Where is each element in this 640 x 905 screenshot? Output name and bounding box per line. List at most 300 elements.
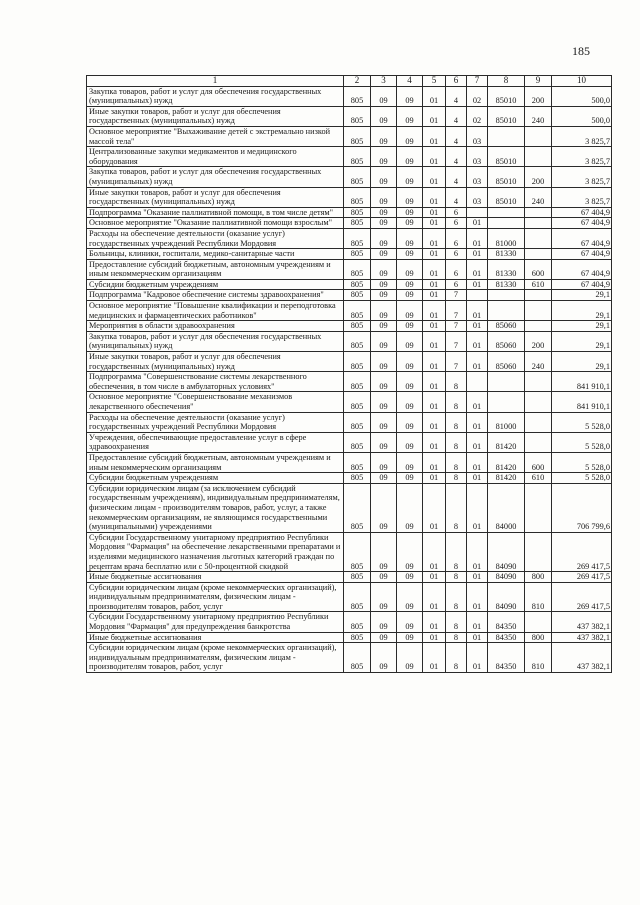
- page-number: 185: [572, 44, 590, 58]
- event-code: 02: [467, 86, 488, 106]
- amount: 437 382,1: [552, 643, 612, 673]
- ministry-code: 805: [344, 532, 371, 571]
- subsection-code: 09: [397, 483, 423, 532]
- subsection-code: 09: [397, 207, 423, 218]
- row-name: Учреждения, обеспечивающие предоставление услуг в сфере здравоохранения: [87, 432, 344, 452]
- event-code: 01: [467, 483, 488, 532]
- amount: 29,1: [552, 331, 612, 351]
- direction-code: 85060: [488, 331, 525, 351]
- row-name: Подпрограмма "Оказание паллиативной помощи, в том числе детям": [87, 207, 344, 218]
- section-code: 09: [371, 412, 397, 432]
- section-code: 09: [371, 259, 397, 279]
- ministry-code: 805: [344, 632, 371, 643]
- table-row: [87, 147, 612, 167]
- amount: 5 528,0: [552, 432, 612, 452]
- table-row: [87, 167, 612, 187]
- table-row: [87, 412, 612, 432]
- ministry-code: 805: [344, 147, 371, 167]
- expense-type-code: 800: [525, 632, 552, 643]
- subsection-code: 09: [397, 126, 423, 146]
- expense-type-code: [525, 218, 552, 229]
- ministry-code: 805: [344, 279, 371, 290]
- amount: 67 404,9: [552, 228, 612, 248]
- budget-table: [86, 75, 612, 673]
- section-code: 09: [371, 612, 397, 632]
- section-code: 09: [371, 187, 397, 207]
- expense-type-code: 610: [525, 473, 552, 484]
- subprogram-code: 4: [446, 187, 467, 207]
- program-code: 01: [423, 207, 446, 218]
- subsection-code: 09: [397, 392, 423, 412]
- expense-type-code: 240: [525, 106, 552, 126]
- row-name: Иные бюджетные ассигнования: [87, 572, 344, 583]
- section-code: 09: [371, 279, 397, 290]
- subprogram-code: 8: [446, 643, 467, 673]
- table-row: [87, 612, 612, 632]
- direction-code: 84350: [488, 632, 525, 643]
- program-code: 01: [423, 582, 446, 612]
- expense-type-code: 810: [525, 643, 552, 673]
- section-code: 09: [371, 473, 397, 484]
- subsection-code: 09: [397, 187, 423, 207]
- subsection-code: 09: [397, 582, 423, 612]
- subsection-code: 09: [397, 218, 423, 229]
- event-code: 01: [467, 612, 488, 632]
- subsection-code: 09: [397, 167, 423, 187]
- section-code: 09: [371, 432, 397, 452]
- amount: 3 825,7: [552, 126, 612, 146]
- event-code: 01: [467, 632, 488, 643]
- program-code: 01: [423, 106, 446, 126]
- event-code: 01: [467, 412, 488, 432]
- subsection-code: 09: [397, 249, 423, 260]
- subprogram-code: 4: [446, 126, 467, 146]
- amount: 29,1: [552, 352, 612, 372]
- section-code: 09: [371, 290, 397, 301]
- column-header: 3: [371, 76, 397, 87]
- expense-type-code: 600: [525, 452, 552, 472]
- ministry-code: 805: [344, 372, 371, 392]
- subsection-code: 09: [397, 572, 423, 583]
- subsection-code: 09: [397, 532, 423, 571]
- row-name: Закупка товаров, работ и услуг для обеспечения государственных (муниципальных) нужд: [87, 86, 344, 106]
- program-code: 01: [423, 249, 446, 260]
- direction-code: 81000: [488, 228, 525, 248]
- subprogram-code: 6: [446, 279, 467, 290]
- expense-type-code: [525, 612, 552, 632]
- section-code: 09: [371, 483, 397, 532]
- event-code: 01: [467, 643, 488, 673]
- direction-code: 85010: [488, 106, 525, 126]
- amount: 3 825,7: [552, 147, 612, 167]
- ministry-code: 805: [344, 207, 371, 218]
- subsection-code: 09: [397, 86, 423, 106]
- subsection-code: 09: [397, 452, 423, 472]
- expense-type-code: [525, 301, 552, 321]
- direction-code: 85010: [488, 86, 525, 106]
- amount: 841 910,1: [552, 392, 612, 412]
- section-code: 09: [371, 228, 397, 248]
- amount: 67 404,9: [552, 207, 612, 218]
- expense-type-code: [525, 321, 552, 332]
- program-code: 01: [423, 612, 446, 632]
- program-code: 01: [423, 86, 446, 106]
- subprogram-code: 4: [446, 147, 467, 167]
- program-code: 01: [423, 301, 446, 321]
- amount: 5 528,0: [552, 452, 612, 472]
- subprogram-code: 6: [446, 218, 467, 229]
- ministry-code: 805: [344, 249, 371, 260]
- row-name: Субсидии юридическим лицам (кроме некоммерческих организаций), индивидуальным предпринимателям, физическим лицам - производителям товаров, работ, услуг: [87, 643, 344, 673]
- expense-type-code: [525, 483, 552, 532]
- direction-code: 81000: [488, 412, 525, 432]
- program-code: 01: [423, 187, 446, 207]
- section-code: 09: [371, 106, 397, 126]
- expense-type-code: [525, 412, 552, 432]
- subprogram-code: 7: [446, 301, 467, 321]
- direction-code: 84090: [488, 572, 525, 583]
- table-row: [87, 452, 612, 472]
- column-header: 10: [552, 76, 612, 87]
- ministry-code: 805: [344, 259, 371, 279]
- expense-type-code: [525, 147, 552, 167]
- subprogram-code: 6: [446, 207, 467, 218]
- subprogram-code: 8: [446, 432, 467, 452]
- ministry-code: 805: [344, 452, 371, 472]
- subprogram-code: 7: [446, 290, 467, 301]
- event-code: 03: [467, 126, 488, 146]
- subprogram-code: 6: [446, 259, 467, 279]
- amount: 5 528,0: [552, 412, 612, 432]
- direction-code: 81420: [488, 452, 525, 472]
- program-code: 01: [423, 218, 446, 229]
- amount: 841 910,1: [552, 372, 612, 392]
- amount: 500,0: [552, 106, 612, 126]
- subprogram-code: 7: [446, 331, 467, 351]
- program-code: 01: [423, 483, 446, 532]
- event-code: 03: [467, 167, 488, 187]
- program-code: 01: [423, 279, 446, 290]
- section-code: 09: [371, 532, 397, 571]
- subprogram-code: 8: [446, 372, 467, 392]
- section-code: 09: [371, 207, 397, 218]
- amount: 67 404,9: [552, 249, 612, 260]
- row-name: Подпрограмма "Кадровое обеспечение системы здравоохранения": [87, 290, 344, 301]
- direction-code: 81330: [488, 249, 525, 260]
- program-code: 01: [423, 392, 446, 412]
- subprogram-code: 7: [446, 352, 467, 372]
- direction-code: 81330: [488, 259, 525, 279]
- section-code: 09: [371, 86, 397, 106]
- expense-type-code: [525, 207, 552, 218]
- table-row: [87, 483, 612, 532]
- row-name: Субсидии бюджетным учреждениям: [87, 279, 344, 290]
- row-name: Предоставление субсидий бюджетным, автономным учреждениям и иным некоммерческим организациям: [87, 452, 344, 472]
- subprogram-code: 8: [446, 532, 467, 571]
- table-row: [87, 187, 612, 207]
- row-name: Субсидии юридическим лицам (за исключением субсидий государственным учреждениям), индивидуальным предпринимателям, физическим лицам - производителям товаров, работ, услуг, а также некоммерческим организациям, не являющимся государственными (муниципальными) учреждениями: [87, 483, 344, 532]
- program-code: 01: [423, 532, 446, 571]
- program-code: 01: [423, 290, 446, 301]
- event-code: 01: [467, 352, 488, 372]
- subsection-code: 09: [397, 259, 423, 279]
- expense-type-code: 810: [525, 582, 552, 612]
- table-row: [87, 372, 612, 392]
- subprogram-code: 8: [446, 572, 467, 583]
- section-code: 09: [371, 147, 397, 167]
- row-name: Субсидии Государственному унитарному предприятию Республики Мордовия "Фармация" на обеспечение лекарственными препаратами и изделиями медицинского назначения льготных категорий граждан по рецептам врача бесплатно или с 50-процентной скидкой: [87, 532, 344, 571]
- expense-type-code: [525, 372, 552, 392]
- event-code: 01: [467, 218, 488, 229]
- column-header: 9: [525, 76, 552, 87]
- direction-code: 84090: [488, 582, 525, 612]
- ministry-code: 805: [344, 432, 371, 452]
- row-name: Основное мероприятие "Выхаживание детей с экстремально низкой массой тела": [87, 126, 344, 146]
- amount: 269 417,5: [552, 532, 612, 571]
- section-code: 09: [371, 452, 397, 472]
- program-code: 01: [423, 147, 446, 167]
- amount: 3 825,7: [552, 167, 612, 187]
- subsection-code: 09: [397, 331, 423, 351]
- program-code: 01: [423, 259, 446, 279]
- table-row: [87, 207, 612, 218]
- subprogram-code: 7: [446, 321, 467, 332]
- amount: 29,1: [552, 290, 612, 301]
- event-code: 01: [467, 249, 488, 260]
- ministry-code: 805: [344, 412, 371, 432]
- direction-code: 81330: [488, 279, 525, 290]
- event-code: 01: [467, 321, 488, 332]
- ministry-code: 805: [344, 228, 371, 248]
- program-code: 01: [423, 372, 446, 392]
- direction-code: [488, 218, 525, 229]
- row-name: Централизованные закупки медикаментов и медицинского оборудования: [87, 147, 344, 167]
- expense-type-code: [525, 228, 552, 248]
- event-code: 01: [467, 532, 488, 571]
- table-row: [87, 352, 612, 372]
- row-name: Предоставление субсидий бюджетным, автономным учреждениям и иным некоммерческим организациям: [87, 259, 344, 279]
- subsection-code: 09: [397, 473, 423, 484]
- table-row: [87, 572, 612, 583]
- subprogram-code: 4: [446, 167, 467, 187]
- ministry-code: 805: [344, 392, 371, 412]
- row-name: Иные бюджетные ассигнования: [87, 632, 344, 643]
- table-row: [87, 632, 612, 643]
- row-name: Основное мероприятие "Оказание паллиативной помощи взрослым": [87, 218, 344, 229]
- subprogram-code: 6: [446, 249, 467, 260]
- section-code: 09: [371, 331, 397, 351]
- table-row: [87, 532, 612, 571]
- direction-code: 85060: [488, 321, 525, 332]
- amount: 67 404,9: [552, 279, 612, 290]
- section-code: 09: [371, 632, 397, 643]
- event-code: 01: [467, 392, 488, 412]
- subsection-code: 09: [397, 432, 423, 452]
- direction-code: [488, 126, 525, 146]
- expense-type-code: [525, 126, 552, 146]
- section-code: 09: [371, 249, 397, 260]
- ministry-code: 805: [344, 126, 371, 146]
- program-code: 01: [423, 321, 446, 332]
- expense-type-code: 610: [525, 279, 552, 290]
- section-code: 09: [371, 167, 397, 187]
- program-code: 01: [423, 167, 446, 187]
- ministry-code: 805: [344, 321, 371, 332]
- subprogram-code: 8: [446, 473, 467, 484]
- row-name: Основное мероприятие "Совершенствование механизмов лекарственного обеспечения": [87, 392, 344, 412]
- expense-type-code: 240: [525, 187, 552, 207]
- subsection-code: 09: [397, 412, 423, 432]
- subsection-code: 09: [397, 352, 423, 372]
- event-code: 03: [467, 187, 488, 207]
- program-code: 01: [423, 126, 446, 146]
- program-code: 01: [423, 643, 446, 673]
- section-code: 09: [371, 352, 397, 372]
- table-row: [87, 432, 612, 452]
- direction-code: [488, 290, 525, 301]
- ministry-code: 805: [344, 473, 371, 484]
- ministry-code: 805: [344, 612, 371, 632]
- event-code: 01: [467, 473, 488, 484]
- row-name: Расходы на обеспечение деятельности (оказание услуг) государственных учреждений Республики Мордовия: [87, 228, 344, 248]
- direction-code: [488, 392, 525, 412]
- event-code: 03: [467, 147, 488, 167]
- subsection-code: 09: [397, 279, 423, 290]
- subsection-code: 09: [397, 612, 423, 632]
- amount: 67 404,9: [552, 259, 612, 279]
- amount: 437 382,1: [552, 632, 612, 643]
- row-name: Субсидии Государственному унитарному предприятию Республики Мордовия "Фармация" для предупреждения банкротства: [87, 612, 344, 632]
- program-code: 01: [423, 632, 446, 643]
- table-row: [87, 473, 612, 484]
- table-row: [87, 301, 612, 321]
- table-row: [87, 582, 612, 612]
- ministry-code: 805: [344, 301, 371, 321]
- subsection-code: 09: [397, 372, 423, 392]
- column-header: 1: [87, 76, 344, 87]
- ministry-code: 805: [344, 218, 371, 229]
- ministry-code: 805: [344, 582, 371, 612]
- subprogram-code: 8: [446, 582, 467, 612]
- section-code: 09: [371, 643, 397, 673]
- subsection-code: 09: [397, 632, 423, 643]
- ministry-code: 805: [344, 86, 371, 106]
- direction-code: [488, 301, 525, 321]
- expense-type-code: 600: [525, 259, 552, 279]
- section-code: 09: [371, 572, 397, 583]
- subsection-code: 09: [397, 321, 423, 332]
- subprogram-code: 4: [446, 106, 467, 126]
- section-code: 09: [371, 321, 397, 332]
- ministry-code: 805: [344, 187, 371, 207]
- expense-type-code: [525, 392, 552, 412]
- amount: 29,1: [552, 301, 612, 321]
- subprogram-code: 8: [446, 612, 467, 632]
- section-code: 09: [371, 218, 397, 229]
- column-header: 5: [423, 76, 446, 87]
- table-header-row: [87, 76, 612, 87]
- direction-code: 84090: [488, 532, 525, 571]
- expense-type-code: [525, 290, 552, 301]
- event-code: 01: [467, 452, 488, 472]
- table-row: [87, 228, 612, 248]
- expense-type-code: [525, 432, 552, 452]
- amount: 437 382,1: [552, 612, 612, 632]
- row-name: Закупка товаров, работ и услуг для обеспечения государственных (муниципальных) нужд: [87, 331, 344, 351]
- event-code: 01: [467, 279, 488, 290]
- amount: 3 825,7: [552, 187, 612, 207]
- expense-type-code: 200: [525, 331, 552, 351]
- column-header: 4: [397, 76, 423, 87]
- ministry-code: 805: [344, 483, 371, 532]
- amount: 269 417,5: [552, 582, 612, 612]
- amount: 29,1: [552, 321, 612, 332]
- section-code: 09: [371, 582, 397, 612]
- row-name: Расходы на обеспечение деятельности (оказание услуг) государственных учреждений Республики Мордовия: [87, 412, 344, 432]
- table-body: [87, 86, 612, 672]
- row-name: Иные закупки товаров, работ и услуг для обеспечения государственных (муниципальных) нужд: [87, 352, 344, 372]
- direction-code: 81420: [488, 432, 525, 452]
- section-code: 09: [371, 126, 397, 146]
- program-code: 01: [423, 572, 446, 583]
- column-header: 7: [467, 76, 488, 87]
- program-code: 01: [423, 473, 446, 484]
- row-name: Иные закупки товаров, работ и услуг для обеспечения государственных (муниципальных) нужд: [87, 187, 344, 207]
- subsection-code: 09: [397, 301, 423, 321]
- event-code: 01: [467, 331, 488, 351]
- subprogram-code: 6: [446, 228, 467, 248]
- table-row: [87, 279, 612, 290]
- amount: 67 404,9: [552, 218, 612, 229]
- section-code: 09: [371, 392, 397, 412]
- column-header: 2: [344, 76, 371, 87]
- amount: 500,0: [552, 86, 612, 106]
- event-code: 02: [467, 106, 488, 126]
- row-name: Основное мероприятие "Повышение квалификации и переподготовка медицинских и фармацевтических работников": [87, 301, 344, 321]
- row-name: Больницы, клиники, госпитали, медико-санитарные части: [87, 249, 344, 260]
- subprogram-code: 8: [446, 392, 467, 412]
- event-code: 01: [467, 572, 488, 583]
- direction-code: 81420: [488, 473, 525, 484]
- ministry-code: 805: [344, 643, 371, 673]
- expense-type-code: 800: [525, 572, 552, 583]
- direction-code: 85010: [488, 167, 525, 187]
- table-row: [87, 126, 612, 146]
- event-code: [467, 207, 488, 218]
- subsection-code: 09: [397, 147, 423, 167]
- table-row: [87, 392, 612, 412]
- program-code: 01: [423, 228, 446, 248]
- amount: 706 799,6: [552, 483, 612, 532]
- subprogram-code: 4: [446, 86, 467, 106]
- ministry-code: 805: [344, 352, 371, 372]
- table-row: [87, 106, 612, 126]
- ministry-code: 805: [344, 290, 371, 301]
- amount: 269 417,5: [552, 572, 612, 583]
- program-code: 01: [423, 432, 446, 452]
- subsection-code: 09: [397, 106, 423, 126]
- ministry-code: 805: [344, 167, 371, 187]
- row-name: Подпрограмма "Совершенствование системы лекарственного обеспечения, в том числе в амбулаторных условиях": [87, 372, 344, 392]
- subprogram-code: 8: [446, 632, 467, 643]
- subprogram-code: 8: [446, 412, 467, 432]
- row-name: Закупка товаров, работ и услуг для обеспечения государственных (муниципальных) нужд: [87, 167, 344, 187]
- program-code: 01: [423, 352, 446, 372]
- event-code: 01: [467, 259, 488, 279]
- direction-code: 85060: [488, 352, 525, 372]
- table-row: [87, 249, 612, 260]
- direction-code: 85010: [488, 147, 525, 167]
